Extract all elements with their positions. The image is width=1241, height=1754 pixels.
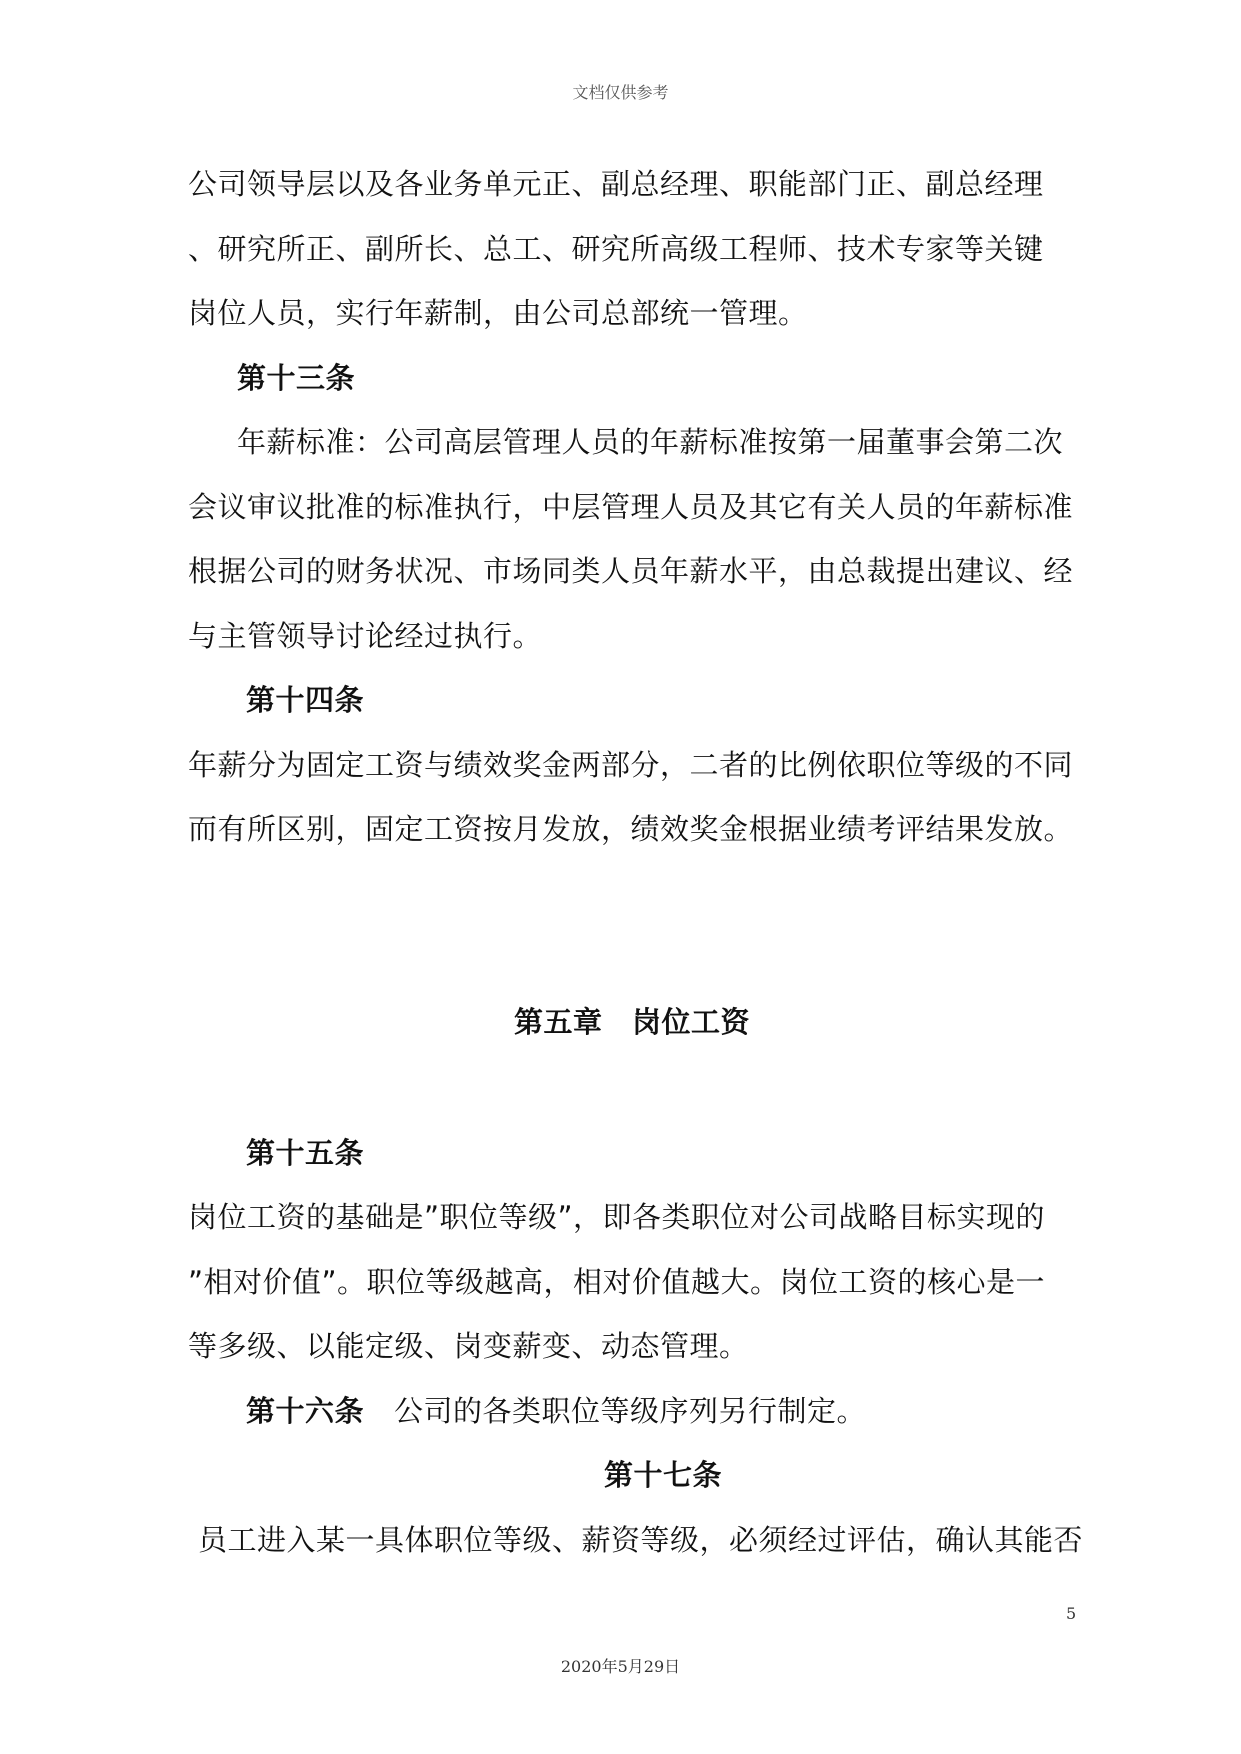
chapter-heading: 第五章 岗位工资 — [514, 1005, 751, 1039]
article-16-line — [246, 1391, 866, 1431]
page-number: 5 — [1066, 1604, 1077, 1623]
paragraph-line: ”相对价值”。职位等级越高，相对价值越大。岗位工资的核心是一 — [188, 1265, 1046, 1299]
paragraph-line: 根据公司的财务状况、市场同类人员年薪水平，由总裁提出建议、经 — [188, 554, 1074, 588]
paragraph-line: 年薪标准：公司高层管理人员的年薪标准按第一届董事会第二次 — [237, 425, 1064, 459]
article-15-title: 第十五条 — [246, 1136, 365, 1170]
paragraph-line: 岗位人员，实行年薪制，由公司总部统一管理。 — [188, 296, 808, 330]
article-16-title: 第十六条 — [246, 1394, 365, 1428]
article-14-title: 第十四条 — [246, 683, 365, 717]
article-16-text: 公司的各类职位等级序列另行制定。 — [394, 1394, 867, 1428]
paragraph-line: 员工进入某一具体职位等级、薪资等级，必须经过评估，确认其能否 — [198, 1523, 1084, 1557]
paragraph-line: 而有所区别，固定工资按月发放，绩效奖金根据业绩考评结果发放。 — [188, 812, 1074, 846]
page-header: 文档仅供参考 — [572, 83, 669, 102]
footer-date: 2020年5月29日 — [560, 1657, 681, 1676]
paragraph-line: 年薪分为固定工资与绩效奖金两部分，二者的比例依职位等级的不同 — [188, 748, 1074, 782]
article-17-title: 第十七条 — [604, 1458, 723, 1492]
paragraph-line: 等多级、以能定级、岗变薪变、动态管理。 — [188, 1329, 749, 1363]
paragraph-line: 与主管领导讨论经过执行。 — [188, 619, 543, 653]
paragraph-line: 岗位工资的基础是”职位等级”，即各类职位对公司战略目标实现的 — [188, 1200, 1046, 1234]
paragraph-line: 公司领导层以及各业务单元正、副总经理、职能部门正、副总经理 — [188, 167, 1044, 201]
paragraph-line: 、研究所正、副所长、总工、研究所高级工程师、技术专家等关键 — [188, 232, 1044, 266]
paragraph-line: 会议审议批准的标准执行，中层管理人员及其它有关人员的年薪标准 — [188, 490, 1074, 524]
article-13-title: 第十三条 — [237, 361, 356, 395]
